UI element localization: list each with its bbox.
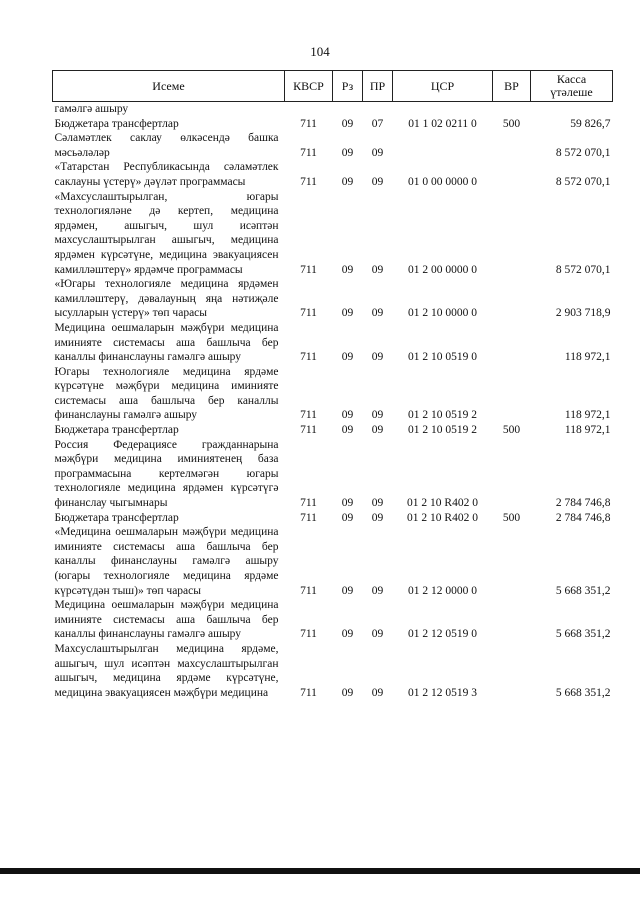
row-vr: [493, 160, 531, 189]
row-rz: 09: [341, 117, 354, 130]
row-kvsr: 711: [300, 686, 317, 699]
row-amount: 118 972,1: [564, 351, 611, 364]
row-rz: 09: [341, 146, 354, 159]
row-vr: [493, 131, 531, 160]
row-rz: 09: [341, 584, 354, 597]
row-amount: 118 972,1: [564, 424, 611, 437]
row-kvsr: 711: [300, 497, 317, 510]
row-pr: 07: [371, 117, 384, 130]
row-rz: 09: [341, 351, 354, 364]
table-row: [53, 277, 613, 321]
row-pr: 09: [371, 409, 384, 422]
row-csr: 01 2 12 0519 0: [408, 628, 477, 641]
header-csr: ЦСР: [393, 71, 493, 102]
row-kvsr: 711: [300, 424, 317, 437]
row-amount: 59 826,7: [570, 117, 611, 130]
row-name: Бюджетара трансфертлар: [54, 117, 179, 130]
row-name: Бюджетара трансфертлар: [54, 511, 179, 524]
table-row: [53, 525, 613, 598]
row-rz: 09: [341, 175, 354, 188]
table-row: [53, 598, 613, 642]
row-amount: 2 784 746,8: [555, 511, 611, 524]
table-row: [53, 321, 613, 365]
row-pr: 09: [371, 307, 384, 320]
header-name: Исеме: [53, 71, 285, 102]
row-kvsr: 711: [300, 307, 317, 320]
table-header-row: [53, 71, 613, 102]
row-kvsr: 711: [300, 351, 317, 364]
row-rz: 09: [341, 628, 354, 641]
table-row: [53, 190, 613, 278]
row-rz: 09: [341, 409, 354, 422]
row-kvsr: 711: [300, 117, 317, 130]
row-name: Медицина оешмаларын мәҗбүри медицина иминияте системасы аша башлыча бер каналлы финанслауны гамәлгә ашыру: [54, 321, 279, 364]
table-row: [53, 117, 613, 132]
row-csr: [393, 131, 493, 160]
row-kvsr: 711: [300, 511, 317, 524]
row-vr: [493, 525, 531, 598]
row-kvsr: 711: [300, 628, 317, 641]
header-amount-line1: Касса: [556, 72, 587, 86]
row-pr: 09: [371, 686, 384, 699]
row-rz: 09: [341, 511, 354, 524]
row-vr: [493, 365, 531, 423]
page-bottom-border: [0, 868, 640, 874]
table-row: [53, 642, 613, 700]
row-csr: 01 2 10 0000 0: [408, 307, 477, 320]
row-pr: 09: [371, 497, 384, 510]
row-csr: 01 2 10 R402 0: [407, 497, 478, 510]
table-row: [53, 423, 613, 438]
row-vr: 500: [502, 424, 521, 437]
row-name: Россия Федерациясе гражданнарына мәҗбүри медицина иминиятенең база программасына кертелмәгән югары технологияле медицина ярдәмен күрсәтүгә финанслау чыгымнары: [54, 438, 279, 510]
table-row: [53, 102, 613, 117]
row-name: «Медицина оешмаларын мәҗбүри медицина иминияте системасы аша башлыча бер каналлы финанслауны гамәлгә ашыру (югары технологияле медицина ярдәме күрсәтүдән тыш)» төп чарасы: [54, 526, 279, 597]
row-kvsr: 711: [300, 409, 317, 422]
row-name: Медицина оешмаларын мәҗбүри медицина иминияте системасы аша башлыча бер каналлы финанслауны гамәлгә ашыру: [54, 599, 279, 641]
row-vr: [493, 277, 531, 321]
row-kvsr: 711: [300, 175, 317, 188]
page-number: 104: [310, 44, 330, 59]
row-kvsr: [285, 102, 333, 117]
row-amount: 2 903 718,9: [555, 307, 611, 320]
row-pr: 09: [371, 351, 384, 364]
row-pr: 09: [371, 628, 384, 641]
row-pr: 09: [371, 146, 384, 159]
table-row: [53, 131, 613, 160]
row-csr: [393, 102, 493, 117]
row-csr: 01 0 00 0000 0: [408, 175, 477, 188]
row-kvsr: 711: [300, 263, 317, 276]
header-amount: [531, 71, 613, 102]
row-amount: 5 668 351,2: [555, 628, 611, 641]
row-name: Бюджетара трансфертлар: [54, 424, 179, 437]
row-name: Сәламәтлек саклау өлкәсендә башка мәсьәләләр: [54, 132, 279, 159]
row-csr: 01 2 10 0519 2: [408, 409, 477, 422]
row-pr: [363, 102, 393, 117]
row-kvsr: 711: [300, 146, 317, 159]
row-rz: 09: [341, 307, 354, 320]
row-csr: 01 2 10 0519 0: [408, 351, 477, 364]
row-name: Махсуслаштырылган медицина ярдәме, ашыгыч, шул исәптән махсуслаштырылган ашыгыч, медицина ярдәме күрсәтүне, медицина эвакуациясен мәҗбүри медицина: [54, 642, 279, 699]
table-row: [53, 365, 613, 423]
row-name: «Югары технологияле медицина ярдәмен камилләштерү, дәвалауның яңа нәтиҗәле ысулларын үстерү» төп чарасы: [54, 278, 279, 320]
row-csr: 01 2 00 0000 0: [408, 263, 477, 276]
table-row: [53, 511, 613, 526]
row-name: гамәлгә ашыру: [54, 103, 129, 115]
row-amount: 8 572 070,1: [555, 175, 611, 188]
row-vr: [493, 598, 531, 642]
header-amount-line2: үтәлеше: [550, 85, 593, 99]
row-csr: 01 2 12 0000 0: [408, 584, 477, 597]
row-pr: 09: [371, 424, 384, 437]
row-pr: 09: [371, 263, 384, 276]
row-vr: 500: [502, 511, 521, 524]
budget-table: [52, 70, 613, 700]
row-amount: 118 972,1: [564, 409, 611, 422]
row-csr: 01 2 10 R402 0: [407, 511, 478, 524]
table-row: [53, 160, 613, 189]
row-vr: [493, 642, 531, 700]
row-rz: 09: [341, 263, 354, 276]
row-kvsr: 711: [300, 584, 317, 597]
row-amount: 8 572 070,1: [555, 263, 611, 276]
row-rz: 09: [341, 424, 354, 437]
row-amount: 5 668 351,2: [555, 686, 611, 699]
header-pr: ПР: [363, 71, 393, 102]
row-name: «Татарстан Республикасында сәламәтлек саклауны үстерү» дәүләт программасы: [54, 161, 279, 188]
row-pr: 09: [371, 175, 384, 188]
row-vr: [493, 190, 531, 278]
row-csr: 01 2 12 0519 3: [408, 686, 477, 699]
header-kvsr: КВСР: [285, 71, 333, 102]
row-vr: [493, 102, 531, 117]
header-vr: ВР: [493, 71, 531, 102]
table-row: [53, 438, 613, 511]
row-name: «Махсуслаштырылган, югары технологияләне дә кертеп, медицина ярдәмен, ашыгыч, шул исәптән махсуслаштырылган ашыгыч, медицина ярдәмен күрсәтүне, медицина эвакуациясен камилләштерү» ярдәмче программасы: [54, 190, 279, 276]
row-rz: 09: [341, 497, 354, 510]
row-pr: 09: [371, 511, 384, 524]
row-csr: 01 2 10 0519 2: [408, 424, 477, 437]
row-csr: 01 1 02 0211 0: [408, 117, 477, 130]
row-vr: [493, 321, 531, 365]
row-pr: 09: [371, 584, 384, 597]
row-vr: 500: [502, 117, 521, 130]
row-name: Югары технологияле медицина ярдәме күрсәтүне мәҗбүри медицина иминияте системасы аша башлыча бер каналлы финанслауны гамәлгә ашыру: [54, 365, 279, 422]
row-amount: 2 784 746,8: [555, 497, 611, 510]
header-rz: Рз: [333, 71, 363, 102]
row-rz: [333, 102, 363, 117]
row-amount: 5 668 351,2: [555, 584, 611, 597]
row-amount: [531, 102, 613, 117]
row-rz: 09: [341, 686, 354, 699]
row-amount: 8 572 070,1: [555, 146, 611, 159]
row-vr: [493, 438, 531, 511]
